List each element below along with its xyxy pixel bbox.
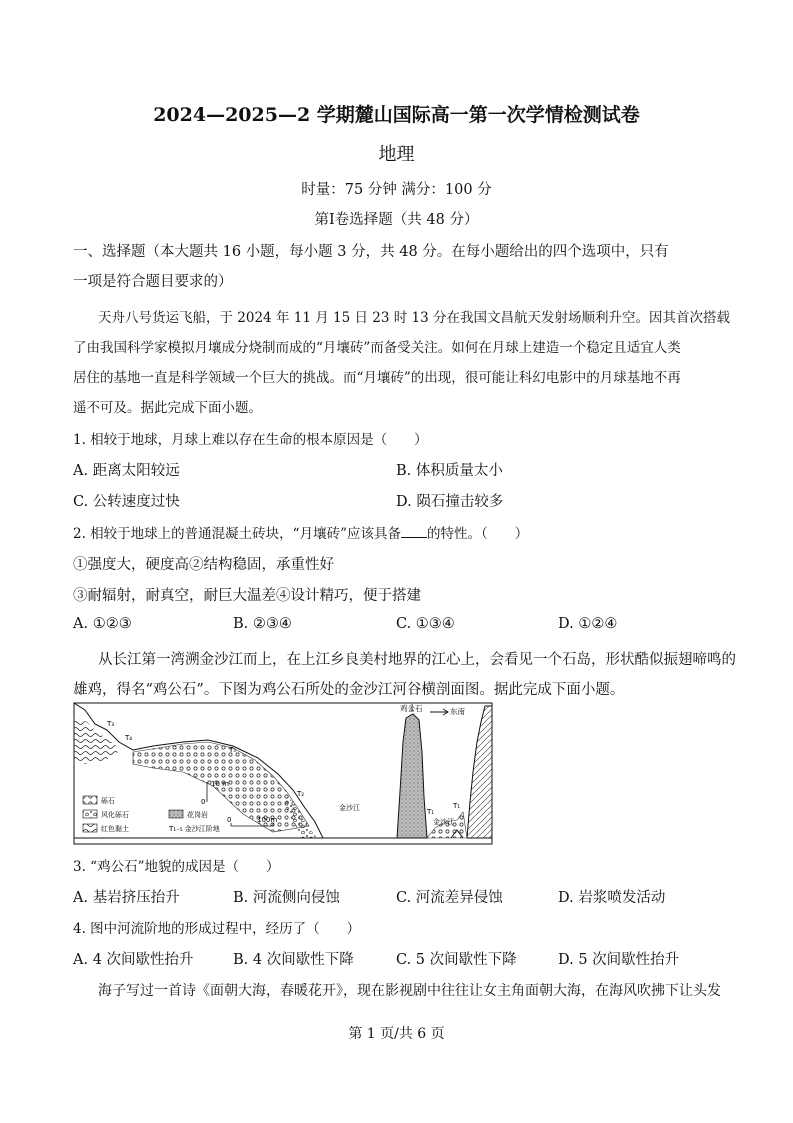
jigong-rock-pillar [397, 714, 427, 838]
q1-stem: 1. 相较于地球，月球上难以存在生命的根本原因是（ ） [73, 432, 428, 448]
passage1-line-3: 居住的基地一直是科学领域一个巨大的挑战。而“月壤砖”的出现，很可能让科幻电影中的月球基地不再 [73, 370, 681, 386]
q2-blank [401, 537, 427, 538]
right-valley-cliff [467, 706, 492, 838]
q2-option-d[interactable]: D. ①②④ [558, 616, 618, 632]
q2-stem-part-b: 的特性。（ ） [426, 526, 529, 542]
passage1-line-1: 天舟八号货运飞船，于 2024 年 11 月 15 日 23 时 13 分在我国文昌航天发射场顺利升空。因其首次搭载 [98, 310, 730, 326]
vertical-scale-label: 10 m [211, 780, 229, 788]
horizontal-scale-label: 100m [257, 816, 278, 824]
legend-clay-label: 红色黏土 [101, 825, 129, 833]
label-river-branch: 金沙江 [433, 818, 454, 826]
q4-option-b[interactable]: B. 4 次间歇性下降 [233, 952, 354, 968]
label-t4: T₄ [125, 734, 133, 742]
q4-option-c[interactable]: C. 5 次间歇性下降 [396, 952, 517, 968]
q2-stem-part-a: 2. 相较于地球上的普通混凝土砖块，“月壤砖”应该具备 [73, 526, 401, 542]
q2-option-b[interactable]: B. ②③④ [233, 616, 292, 632]
q2-option-c[interactable]: C. ①③④ [396, 616, 455, 632]
legend-gravel-label: 砾石 [101, 797, 115, 805]
q4-stem: 4. 图中河流阶地的形成过程中，经历了（ ） [73, 921, 361, 937]
legend-terrace-label: T₁₋₅ 金沙江阶地 [169, 825, 220, 833]
passage1-line-2: 了由我国科学家模拟月壤成分烧制而成的“月壤砖”而备受关注。如何在月球上建造一个稳定且适宜人类 [73, 340, 681, 356]
exam-title: 2024—2025—2 学期麓山国际高一第一次学情检测试卷 [153, 104, 640, 126]
passage1-line-4: 遥不可及。据此完成下面小题。 [73, 400, 262, 416]
label-jigong-rock: 鸡公石 [400, 704, 423, 713]
passage2-line-2: 雄鸡，得名“鸡公石”。下图为鸡公石所处的金沙江河谷横剖面图。据此完成下面小题。 [73, 682, 625, 698]
q1-option-c[interactable]: C. 公转速度过快 [73, 494, 180, 510]
legend-gravel-swatch [83, 796, 97, 804]
legend-granite-swatch [169, 810, 183, 818]
subject-title: 地理 [378, 144, 415, 165]
legend-granite-label: 花岗岩 [187, 811, 208, 819]
page-footer: 第 1 页/共 6 页 [348, 1026, 445, 1042]
valley-cross-section-figure [73, 702, 493, 845]
q3-option-b[interactable]: B. 河流侧向侵蚀 [233, 890, 340, 906]
q2-stem [73, 522, 528, 542]
q4-option-d[interactable]: D. 5 次间歇性抬升 [558, 952, 680, 968]
legend-weathered-label: 风化砾石 [101, 811, 129, 819]
q4-option-a[interactable]: A. 4 次间歇性抬升 [73, 952, 194, 968]
vertical-scale-zero: 0 [201, 798, 206, 806]
q1-option-a[interactable]: A. 距离太阳较远 [73, 463, 180, 479]
q3-option-a[interactable]: A. 基岩挤压抬升 [73, 890, 180, 906]
q3-stem: 3. “鸡公石”地貌的成因是（ ） [73, 859, 280, 875]
q3-option-c[interactable]: C. 河流差异侵蚀 [396, 890, 503, 906]
q2-statement-2: ③耐辐射，耐真空，耐巨大温差④设计精巧，便于搭建 [73, 588, 421, 604]
legend-weathered-swatch [83, 810, 97, 818]
legend-clay-swatch [83, 824, 97, 832]
label-t1-right: T₁ [453, 802, 461, 810]
label-t2: T₂ [297, 790, 305, 798]
q2-statement-1: ①强度大，硬度高②结构稳固，承重性好 [73, 557, 334, 573]
label-t3: T₃ [107, 720, 115, 728]
label-t1-left: T₁ [427, 808, 435, 816]
q1-option-b[interactable]: B. 体积质量太小 [396, 463, 503, 479]
section-heading: 第Ⅰ卷选择题（共 48 分） [314, 212, 479, 228]
label-river-main: 金沙江 [339, 804, 360, 812]
q3-option-d[interactable]: D. 岩浆喷发活动 [558, 890, 666, 906]
q1-option-d[interactable]: D. 陨石撞击较多 [396, 494, 504, 510]
instructions-line-2: 一项是符合题目要求的） [73, 274, 233, 290]
passage2-line-1: 从长江第一湾溯金沙江而上，在上江乡良美村地界的江心上，会看见一个石岛，形状酷似振翅啼鸣的 [98, 652, 736, 668]
passage3-line-1: 海子写过一首诗《面朝大海，春暖花开》，现在影视剧中往往让女主角面朝大海，在海风吹拂下让头发 [98, 983, 721, 999]
horizontal-scale-zero: 0 [227, 816, 232, 824]
q2-option-a[interactable]: A. ①②③ [73, 616, 132, 632]
label-southeast: 东南 [450, 707, 465, 716]
exam-meta: 时量：75 分钟 满分：100 分 [301, 182, 492, 198]
label-t5: T₅ [229, 746, 237, 754]
instructions-line-1: 一、选择题（本大题共 16 小题，每小题 3 分，共 48 分。在每小题给出的四个选项中，只有 [73, 244, 669, 260]
